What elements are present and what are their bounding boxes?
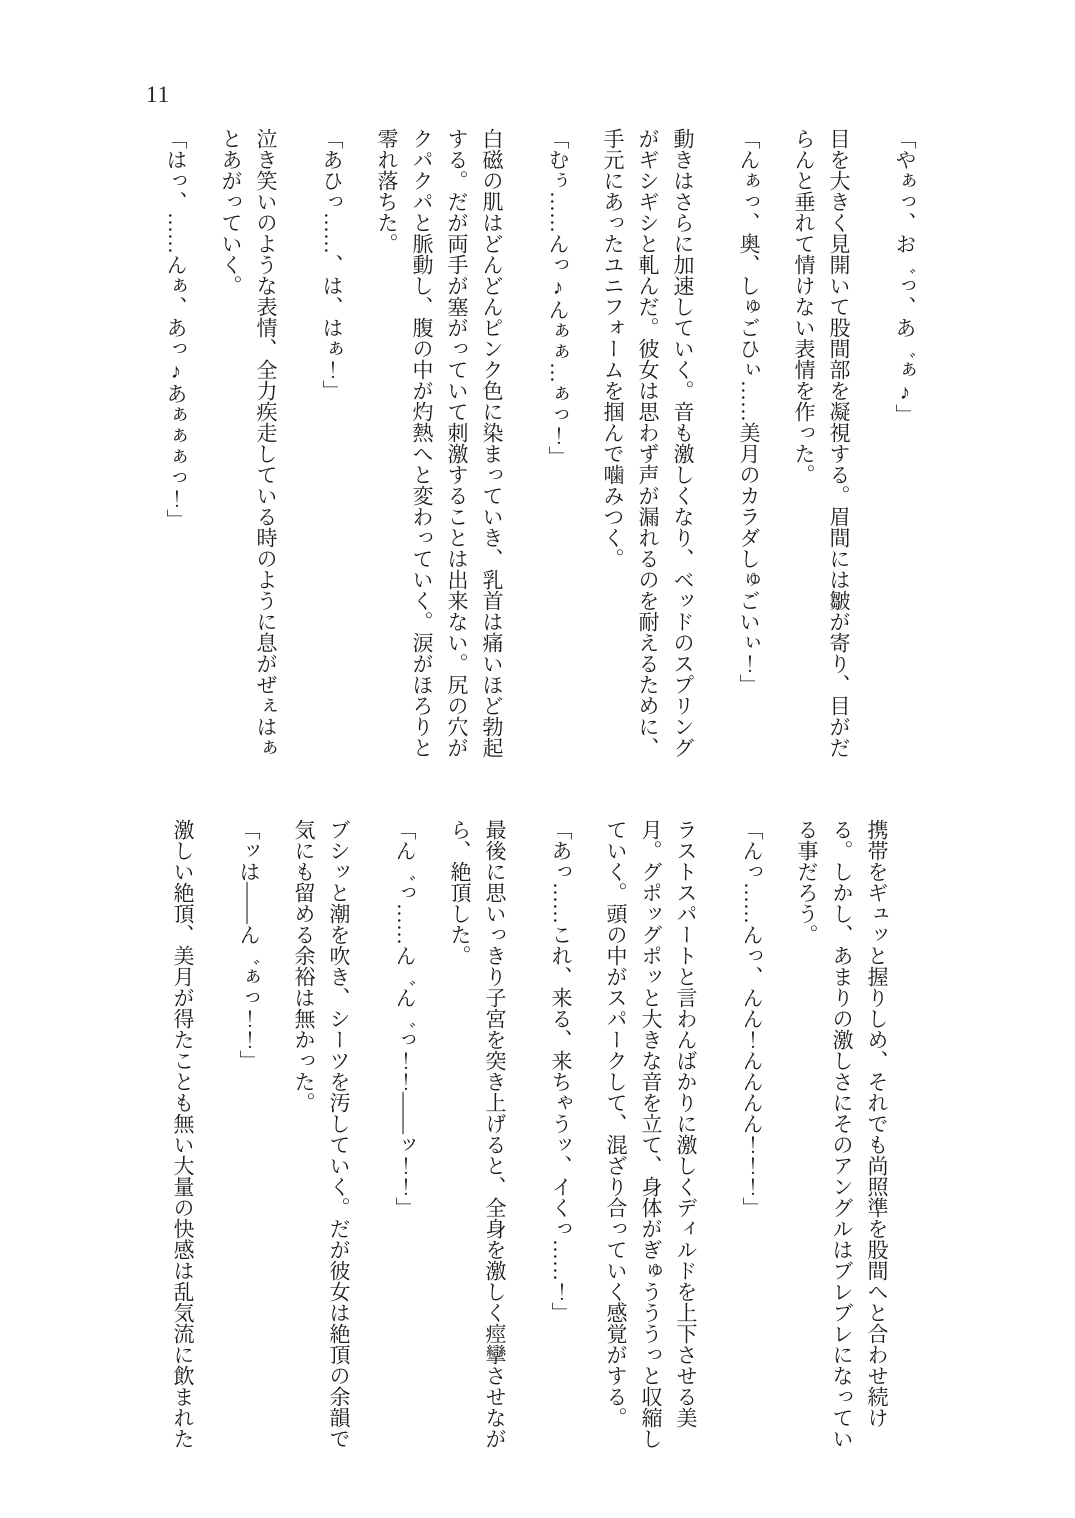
dialogue-line: 「やぁっ、お゛っ、あ゛ぁ♪」 bbox=[893, 128, 917, 425]
narration-paragraph: ラストスパートと言わんばかりに激しくディルドを上下させる美月。グポッグポッと大きな音を立て、身体がぎゅうううっと収縮していく。頭の中がスパークして、混ざり合っていく感覚がする。 bbox=[604, 819, 698, 1449]
top-text-block bbox=[127, 128, 942, 769]
dialogue-line: 「ッは――ん゛ぁっ！！」 bbox=[237, 819, 261, 1071]
bottom-text-block bbox=[165, 819, 894, 1462]
narration-paragraph: 携帯をギュッと握りしめ、それでも尚照準を股間へと合わせ続ける。しかし、あまりの激しさにそのアングルはブレブレになっている事だろう。 bbox=[795, 819, 889, 1449]
narration-paragraph: 激しい絶頂、美月が得たことも無い大量の快感は乱気流に飲まれた bbox=[171, 819, 195, 1449]
page-number: 11 bbox=[146, 82, 171, 107]
dialogue-line: 「あっ……これ、来る、来ちゃうッ、イくっ……！」 bbox=[549, 819, 573, 1323]
dialogue-line: 「あひっ……、は、はぁ！」 bbox=[320, 128, 344, 401]
dialogue-line: 「ん゛っ……ん゛ん゛っ！！――ッ！！」 bbox=[393, 819, 417, 1218]
dialogue-line: 「んぁっ、奥、しゅごひぃ……美月のカラダしゅごいぃ！」 bbox=[737, 128, 761, 695]
dialogue-line: 「んっ……んっ、んん！んんんん！！！」 bbox=[740, 819, 764, 1218]
narration-paragraph: 泣き笑いのような表情、全力疾走している時のように息がぜぇはぁとあがっていく。 bbox=[219, 128, 278, 758]
narration-paragraph: 最後に思いっきり子宮を突き上げると、全身を激しく痙攣させながら、絶頂した。 bbox=[448, 819, 507, 1449]
dialogue-line: 「むぅ……んっ♪んぁぁ…ぁっ！」 bbox=[546, 128, 570, 467]
dialogue-line: 「はっ、……んぁ、あっ♪あぁぁぁっ！」 bbox=[164, 128, 188, 530]
narration-paragraph: 目を大きく見開いて股間部を凝視する。眉間には皺が寄り、目がだらんと垂れて情けない表情を作った。 bbox=[792, 128, 851, 758]
narration-paragraph: 白磁の肌はどんどんピンク色に染まっていき、乳首は痛いほど勃起する。だが両手が塞がっていて刺激することは出来ない。尻の穴がクパクパと脈動し、腹の中が灼熱へと変わっていく。涙がほろりと零れ落ちた。 bbox=[375, 128, 504, 758]
narration-paragraph: 動きはさらに加速していく。音も激しくなり、ベッドのスプリングがギシギシと軋んだ。彼女は思わず声が漏れるのを耐えるために、手元にあったユニフォームを掴んで噛みつく。 bbox=[601, 128, 695, 758]
narration-paragraph: ブシッと潮を吹き、シーツを汚していく。だが彼女は絶頂の余韻で気にも留める余裕は無かった。 bbox=[292, 819, 351, 1449]
